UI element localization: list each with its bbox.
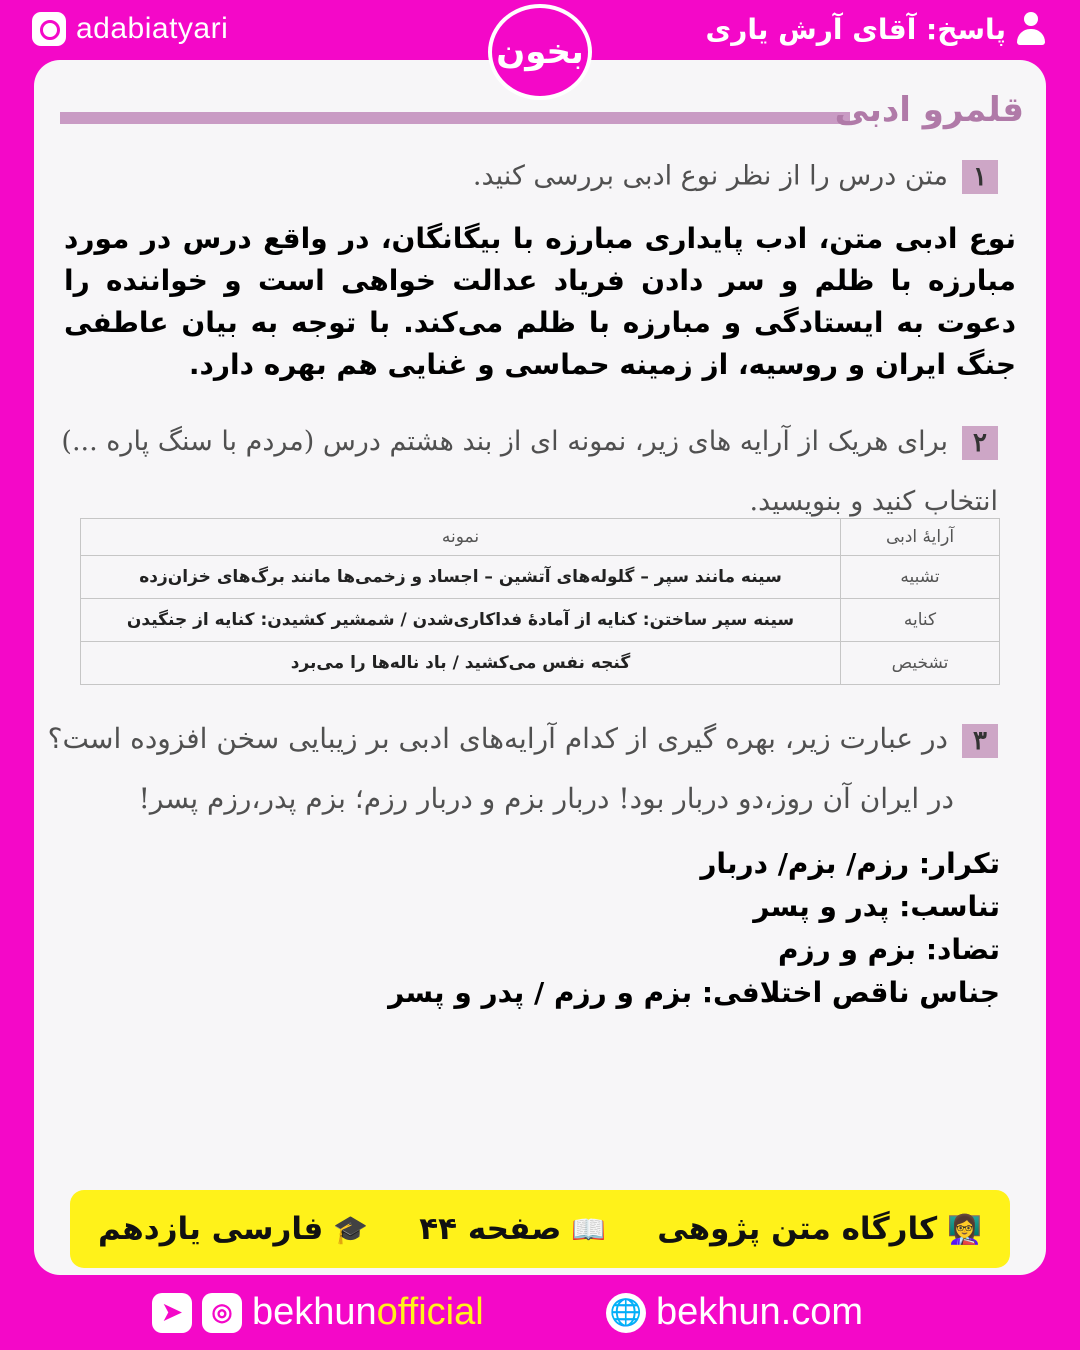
table-cell-device: کنایه xyxy=(841,599,1000,642)
table-cell-device: تشخیص xyxy=(841,642,1000,685)
answer-1: نوع ادبی متن، ادب پایداری مبارزه با بیگانگان، در واقع درس در مورد مبارزه با ظلم و سر دادن فریاد عدالت خواهی است و خواننده را دعوت به ایستادگی و مبارزه با ظلم می‌کند. با توجه به بیان عاطفی جنگ ایران و روسیه، از زمینه حماسی و غنایی هم بهره دارد. xyxy=(64,222,1016,381)
table-cell-device: تشبیه xyxy=(841,556,1000,599)
question-2-text: برای هریک از آرایه های زیر، نمونه ای از بند هشتم درس (مردم با سنگ پاره ...) انتخاب کنید و بنویسید. xyxy=(61,426,998,517)
table-cell-example: سینه سپر ساختن: کنایه از آمادهٔ فداکاری‌شدن / شمشیر کشیدن: کنایه از جنگیدن xyxy=(81,599,841,642)
social-handle[interactable] xyxy=(152,1291,484,1334)
bottom-bar xyxy=(0,1285,1080,1345)
question-1-text: متن درس را از نظر نوع ادبی بررسی کنید. xyxy=(472,160,948,192)
answer-3-line: تکرار: رزم/ بزم/ دربار xyxy=(700,847,1000,880)
handle-accent: official xyxy=(376,1291,484,1333)
answer-3 xyxy=(388,842,1000,1014)
book-icon: 📖 xyxy=(571,1212,607,1246)
table-header-device: آرایهٔ ادبی xyxy=(841,519,1000,556)
table-cell-example: سینه مانند سپر – گلوله‌های آتشین – اجساد و زخمی‌ها مانند برگ‌های خزان‌زده xyxy=(81,556,841,599)
lesson-name-text: کارگاه متن پژوهی xyxy=(657,1211,938,1247)
section-title: قلمرو ادبی xyxy=(834,90,1024,130)
answer-3-line: تناسب: پدر و پسر xyxy=(753,890,1000,923)
subject-name-text: فارسی یازدهم xyxy=(98,1211,324,1247)
question-2 xyxy=(60,412,998,532)
question-2-number: ۲ xyxy=(962,426,998,460)
website-link[interactable] xyxy=(606,1291,863,1334)
bekhun-logo xyxy=(488,4,592,100)
instagram-text: adabiatyari xyxy=(76,12,229,45)
handle-main: bekhun xyxy=(252,1291,377,1333)
lesson-info-bar xyxy=(70,1190,1010,1268)
page-number-text: صفحه ۴۴ xyxy=(419,1211,562,1247)
logo-text: بخون xyxy=(496,32,584,72)
literary-devices-table xyxy=(80,518,1000,685)
question-1 xyxy=(473,160,998,194)
question-3-number: ۳ xyxy=(962,724,998,758)
table-row xyxy=(81,556,1000,599)
table-header-row xyxy=(81,519,1000,556)
instagram-icon: ◎ xyxy=(202,1293,242,1333)
answer-author-text: پاسخ: آقای آرش یاری xyxy=(705,12,1006,46)
answer-3-line: جناس ناقص اختلافی: بزم و رزم / پدر و پسر xyxy=(388,976,1000,1009)
question-1-number: ۱ xyxy=(962,160,998,194)
table-row xyxy=(81,642,1000,685)
table-cell-example: گنجه نفس می‌کشید / باد ناله‌ها را می‌برد xyxy=(81,642,841,685)
page-number xyxy=(419,1211,606,1247)
table-row xyxy=(81,599,1000,642)
answer-3-line: تضاد: بزم و رزم xyxy=(777,933,1000,966)
subject-name xyxy=(98,1211,368,1247)
answer-author xyxy=(706,12,1046,46)
instagram-handle[interactable] xyxy=(32,12,228,46)
table-header-example: نمونه xyxy=(81,519,841,556)
globe-icon: 🌐 xyxy=(606,1293,646,1333)
telegram-icon: ➤ xyxy=(152,1293,192,1333)
graduation-cap-icon: 🎓 xyxy=(333,1212,369,1246)
lesson-name xyxy=(657,1211,982,1247)
instagram-icon xyxy=(32,12,66,46)
question-3-text: در عبارت زیر، بهره گیری از کدام آرایه‌های ادبی بر زیبایی سخن افزوده است؟ xyxy=(47,722,948,755)
user-icon xyxy=(1016,12,1046,46)
question-3 xyxy=(48,722,998,758)
section-divider xyxy=(60,112,850,124)
teacher-icon: 👩‍🏫 xyxy=(947,1212,982,1246)
social-handle-text xyxy=(252,1291,484,1334)
website-text: bekhun.com xyxy=(656,1291,864,1333)
question-3-quote: در ایران آن روز،دو دربار بود! دربار بزم و دربار رزم؛ بزم پدر،رزم پسر! xyxy=(138,782,954,815)
